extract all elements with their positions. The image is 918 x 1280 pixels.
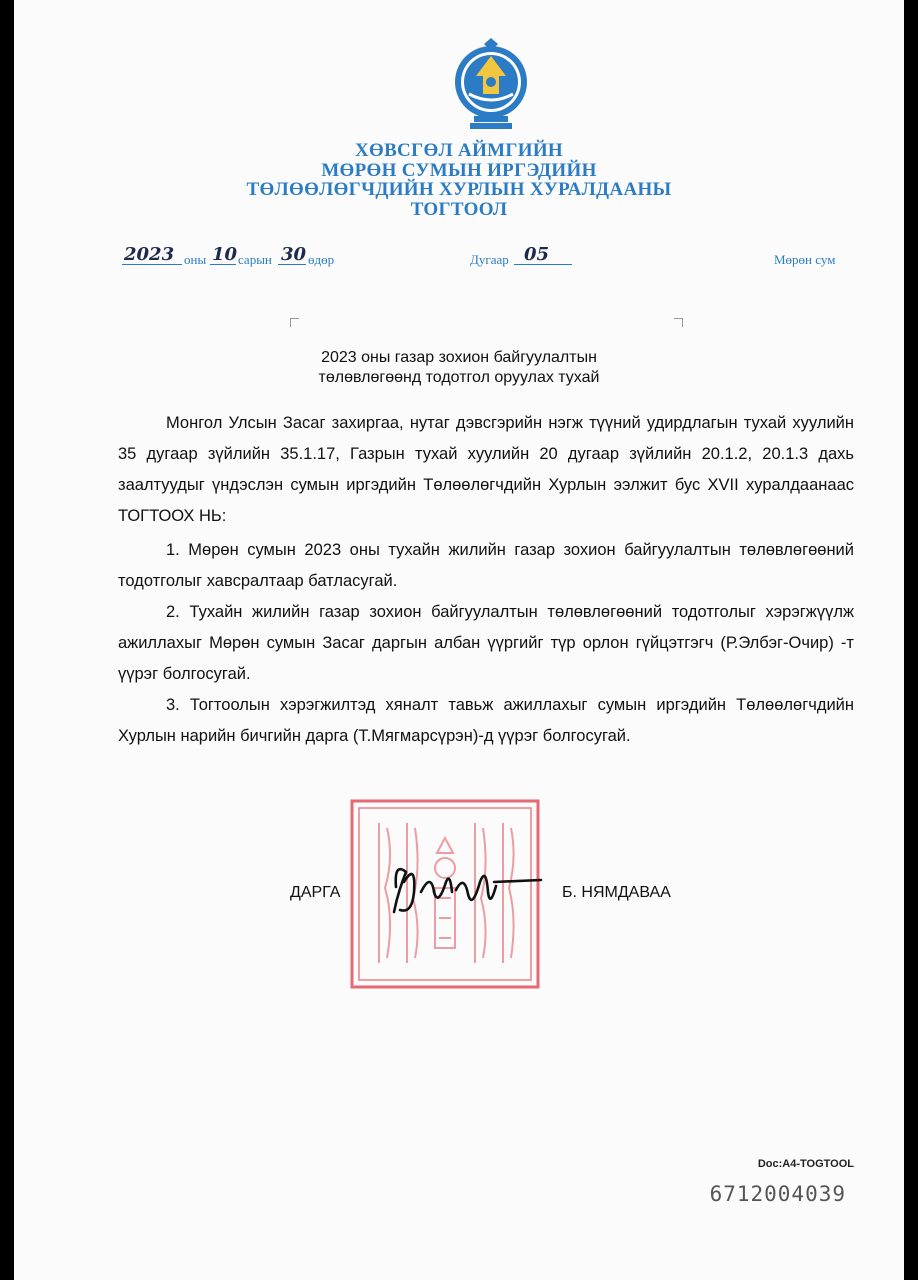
subject-title xyxy=(14,348,904,388)
serial-number: 6712004039 xyxy=(709,1182,846,1206)
day-field xyxy=(278,246,306,265)
day-label: өдөр xyxy=(308,252,335,267)
subject-line-2: төлөвлөгөөнд тодотгол оруулах тухай xyxy=(318,369,600,386)
year-value: 2023 xyxy=(124,244,175,265)
corner-mark-left xyxy=(290,318,299,327)
number-label: Дугаар xyxy=(470,252,509,267)
signatory-name: Б. НЯМДАВАА xyxy=(562,884,671,901)
state-emblem-icon xyxy=(444,36,538,132)
resolution-item-2: 2. Тухайн жилийн газар зохион байгуулалтын төлөвлөгөөний тодотголыг хэрэгжүүлж ажиллахыг Мөрөн сумын Засаг даргын албан үүргийг түр орлон гүйцэтгэгч (Р.Элбэг-Очир) -т үүрэг болгосугай. xyxy=(118,603,854,683)
document-page xyxy=(14,0,904,1280)
header-line-2: МӨРӨН СУМЫН ИРГЭДИЙН xyxy=(321,160,597,181)
subject-line-1: 2023 оны газар зохион байгуулалтын xyxy=(321,349,597,366)
document-code: Doc:A4-TOGTOOL xyxy=(757,1158,854,1170)
month-value: 10 xyxy=(212,244,238,265)
signatory-title: ДАРГА xyxy=(290,884,341,901)
intro-paragraph: Монгол Улсын Засаг захиргаа, нутаг дэвсгэрийн нэгж түүний удирдлагын тухай хуулийн 35 дугаар зүйлийн 35.1.17, Газрын тухай хуулийн 20 дугаар зүйлийн 20.1.2, 20.1.3 дахь заалтуудыг үндэслэн сумын иргэдийн Төлөөлөгчдийн Хурлын ээлжит бус XVII хуралдаанаас ТОГТООХ НЬ: xyxy=(118,414,854,525)
date-number-row xyxy=(14,246,904,270)
number-field xyxy=(514,246,572,265)
month-field xyxy=(210,246,236,265)
year-label: оны xyxy=(184,252,207,267)
year-field xyxy=(122,246,182,265)
day-value: 30 xyxy=(281,244,307,265)
header-line-4: ТОГТООЛ xyxy=(410,199,508,220)
number-value: 05 xyxy=(524,244,550,265)
handwritten-signature xyxy=(376,852,546,922)
resolution-item-1: 1. Мөрөн сумын 2023 оны тухайн жилийн газар зохион байгуулалтын төлөвлөгөөний тодотголыг хавсралтаар батласугай. xyxy=(118,541,854,590)
place-label: Мөрөн сум xyxy=(774,252,836,267)
month-label: сарын xyxy=(238,252,272,267)
resolution-item-3: 3. Тогтоолын хэрэгжилтэд хяналт тавьж ажиллахыг сумын иргэдийн Төлөөлөгчдийн Хурлын нарийн бичгийн дарга (Т.Мягмарсүрэн)-д үүрэг болгосугай. xyxy=(118,696,854,745)
header-line-1: ХӨВСГӨЛ АЙМГИЙН xyxy=(354,140,564,161)
header-line-3: ТӨЛӨӨЛӨГЧДИЙН ХУРЛЫН ХУРАЛДААНЫ xyxy=(246,179,672,200)
corner-mark-right xyxy=(674,318,683,327)
